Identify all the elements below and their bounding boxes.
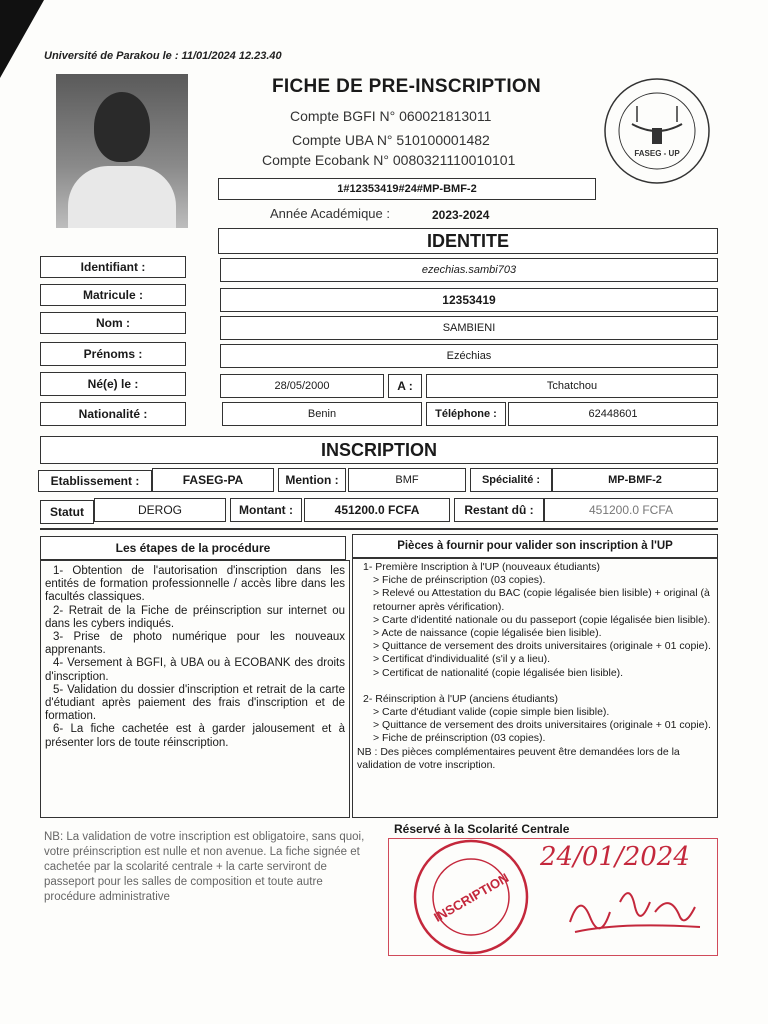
step-item: 2- Retrait de la Fiche de préinscription sur internet ou dans les cybers indiqués. (45, 604, 345, 630)
date-naissance-value: 28/05/2000 (220, 374, 384, 398)
step-item: 1- Obtention de l'autorisation d'inscription dans les entités de formation professionnelle / accès libre dans les facultés classiques. (45, 565, 345, 604)
form-title: FICHE DE PRE-INSCRIPTION (272, 76, 541, 97)
academic-year-label: Année Académique : (270, 206, 390, 221)
mention-label: Mention : (278, 468, 346, 492)
step-item: 4- Versement à BGFI, à UBA ou à ECOBANK des droits d'inscription. (45, 657, 345, 683)
identifiant-value: ezechias.sambi703 (220, 258, 718, 282)
nom-value: SAMBIENI (220, 316, 718, 340)
prenoms-label: Prénoms : (40, 342, 186, 366)
identite-heading: IDENTITE (218, 228, 718, 254)
piece-item: > Acte de naissance (copie légalisée bien lisible). (373, 627, 602, 640)
academic-year: 2023-2024 (432, 208, 490, 222)
naissance-label: Né(e) le : (40, 372, 186, 396)
faseg-seal-logo (602, 76, 712, 186)
piece-item: > Certificat d'individualité (s'il y a lieu). (373, 653, 551, 666)
montant-label: Montant : (230, 498, 302, 522)
restant-label: Restant dû : (454, 498, 544, 522)
inscription-stamp (410, 836, 532, 958)
account-bgfi: Compte BGFI N° 060021813011 (290, 108, 492, 124)
steps-list (40, 560, 350, 818)
piece-item: > Quittance de versement des droits universitaires (originale + 01 copie). (373, 719, 711, 732)
step-item: 5- Validation du dossier d'inscription et retrait de la carte d'étudiant après paiement des frais d'inscription et de formation. (45, 683, 345, 723)
piece-item: > Fiche de préinscription (03 copies). (373, 574, 546, 587)
nom-label: Nom : (40, 312, 186, 334)
handwritten-signature (560, 872, 710, 942)
pieces-heading: Pièces à fournir pour valider son inscription à l'UP (352, 534, 718, 558)
piece-item: > Quittance de versement des droits universitaires (originale + 01 copie). (373, 640, 711, 653)
mention-value: BMF (348, 468, 466, 492)
nationalite-value: Benin (222, 402, 422, 426)
step-item: 3- Prise de photo numérique pour les nouveaux apprenants. (45, 631, 345, 657)
student-photo (56, 74, 188, 228)
restant-value: 451200.0 FCFA (544, 498, 718, 522)
statut-value: DEROG (94, 498, 226, 522)
telephone-label: Téléphone : (426, 402, 506, 426)
pieces-list (352, 558, 718, 818)
piece-item: > Certificat de nationalité (copie légalisée bien lisible). (373, 666, 624, 679)
montant-value: 451200.0 FCFA (304, 498, 450, 522)
section-divider (40, 528, 718, 530)
piece-item: > Carte d'étudiant valide (copie simple bien lisible). (373, 706, 610, 719)
pieces-re-title: 2- Réinscription à l'UP (anciens étudiants) (363, 692, 558, 705)
inscription-heading: INSCRIPTION (40, 436, 718, 464)
etablissement-value: FASEG-PA (152, 468, 274, 492)
seal-text: FASEG - UP (634, 149, 680, 158)
lieu-label: A : (388, 374, 422, 398)
specialite-value: MP-BMF-2 (552, 468, 718, 492)
reserve-label: Réservé à la Scolarité Centrale (394, 822, 570, 836)
nationalite-label: Nationalité : (40, 402, 186, 426)
prenoms-value: Ezéchias (220, 344, 718, 368)
footer-nb: NB: La validation de votre inscription est obligatoire, sans quoi, votre préinscription est nulle et non avenue. La fiche signée et cachetée par la scolarité centrale + la carte serviront de passeport pour les salles de composition et toute autre procédure administrative (44, 831, 365, 903)
stamp-label: INSCRIPTION (431, 869, 512, 925)
etablissement-label: Etablissement : (38, 470, 152, 492)
pieces-nb: NB : Des pièces complémentaires peuvent être demandées lors de la validation de votre inscription. (357, 745, 680, 771)
account-uba: Compte UBA N° 510100001482 (292, 132, 490, 148)
handwritten-date: 24/01/2024 (540, 842, 690, 872)
specialite-label: Spécialité : (470, 468, 552, 492)
matricule-label: Matricule : (40, 284, 186, 306)
steps-heading: Les étapes de la procédure (40, 536, 346, 560)
lieu-naissance-value: Tchatchou (426, 374, 718, 398)
university-date-line: Université de Parakou le : 11/01/2024 12.23.40 (44, 50, 282, 62)
identifiant-label: Identifiant : (40, 256, 186, 278)
pieces-new-title: 1- Première Inscription à l'UP (nouveaux étudiants) (363, 561, 601, 573)
corner-mark (0, 0, 44, 78)
piece-item: > Fiche de préinscription (03 copies). (373, 732, 546, 745)
account-ecobank: Compte Ecobank N° 0080321110010101 (262, 152, 516, 168)
step-item: 6- La fiche cachetée est à garder jalousement et à présenter lors de toute réinscription. (45, 723, 345, 749)
telephone-value: 62448601 (508, 402, 718, 426)
piece-item: > Carte d'identité nationale ou du passeport (copie légalisée bien lisible). (373, 613, 711, 626)
piece-item: > Relevé ou Attestation du BAC (copie légalisée bien lisible) + original (à retourner après vérification). (373, 587, 710, 613)
reference-code: 1#12353419#24#MP-BMF-2 (218, 178, 596, 200)
statut-label: Statut (40, 500, 94, 524)
matricule-value: 12353419 (220, 288, 718, 312)
